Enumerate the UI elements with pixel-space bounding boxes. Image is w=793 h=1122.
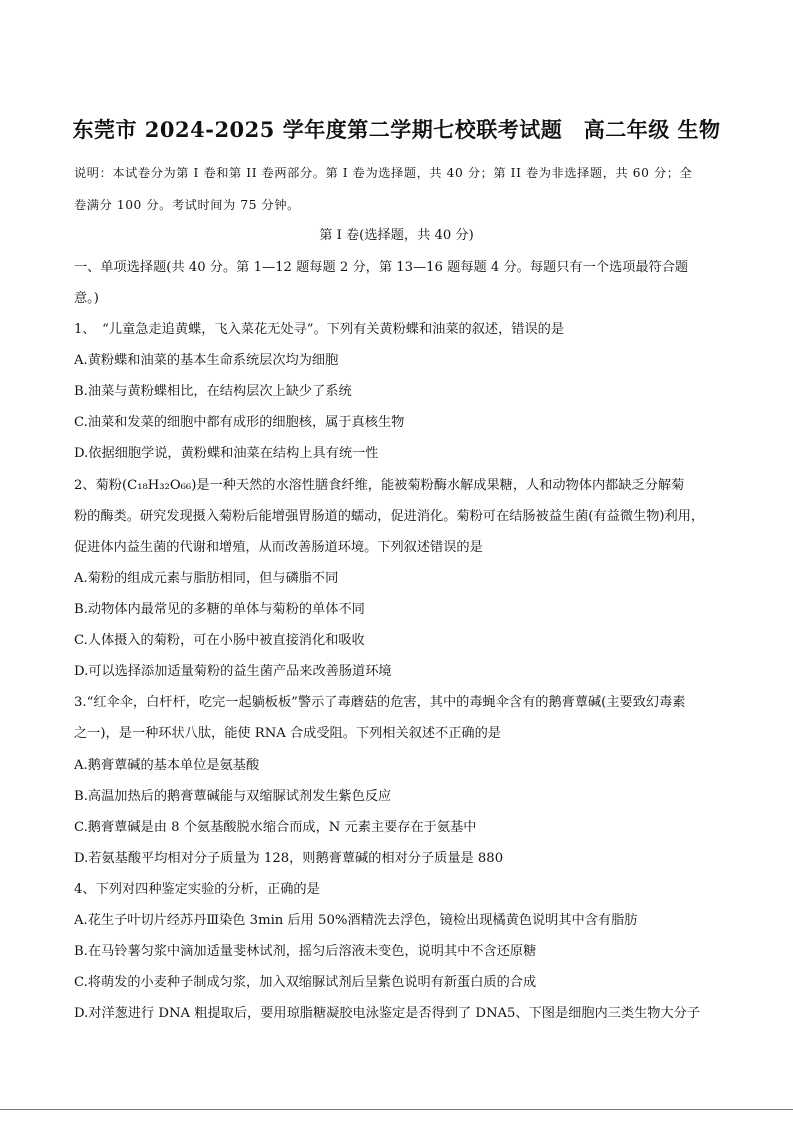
option-a: A.鹅膏蕈碱的基本单位是氨基酸 [74, 758, 260, 773]
page-bottom-divider [0, 1109, 793, 1110]
option-c: C.人体摄入的菊粉，可在小肠中被直接消化和吸收 [74, 633, 365, 648]
instructions-line-2: 意。) [74, 291, 99, 306]
question-stem-line: 4、下列对四种鉴定实验的分析，正确的是 [74, 882, 320, 897]
option-d: D.若氨基酸平均相对分子质量为 128，则鹅膏蕈碱的相对分子质量是 880 [74, 851, 504, 866]
question-stem-line: 3.“红伞伞，白杆杆，吃完一起躺板板”警示了毒蘑菇的危害，其中的毒蝇伞含有的鹅膏蕈碱(主要致幻毒素 [74, 695, 686, 710]
exam-note-line-2: 卷满分 100 分。考试时间为 75 分钟。 [74, 198, 300, 212]
option-b: B.油菜与黄粉蝶相比，在结构层次上缺少了系统 [74, 384, 352, 399]
option-b: B.高温加热后的鹅膏蕈碱能与双缩脲试剂发生紫色反应 [74, 789, 392, 804]
exam-title: 东莞市 2024-2025 学年度第二学期七校联考试题 高二年级 生物 [72, 117, 721, 142]
option-a: A.黄粉蝶和油菜的基本生命系统层次均为细胞 [74, 353, 339, 368]
option-b: B.动物体内最常见的多糖的单体与菊粉的单体不同 [74, 602, 365, 617]
option-a: A.菊粉的组成元素与脂肪相同，但与磷脂不同 [74, 571, 339, 586]
option-a: A.花生子叶切片经苏丹Ⅲ染色 3min 后用 50%酒精洗去浮色，镜检出现橘黄色说明其中含有脂肪 [74, 913, 638, 928]
option-c: C.油菜和发菜的细胞中都有成形的细胞核，属于真核生物 [74, 415, 405, 430]
question-stem-line: 之一)，是一种环状八肽，能使 RNA 合成受阻。下列相关叙述不正确的是 [74, 726, 501, 741]
option-b: B.在马铃薯匀浆中滴加适量斐林试剂，摇匀后溶液未变色，说明其中不含还原糖 [74, 944, 537, 959]
option-c: C.将萌发的小麦种子制成匀浆，加入双缩脲试剂后呈紫色说明有新蛋白质的合成 [74, 975, 537, 990]
section-title: 第 I 卷(选择题，共 40 分) [319, 228, 474, 243]
instructions-line-1: 一、单项选择题(共 40 分。第 1—12 题每题 2 分，第 13—16 题每题 4 分。每题只有一个选项最符合题 [74, 260, 689, 275]
option-c: C.鹅膏蕈碱是由 8 个氨基酸脱水缩合而成，N 元素主要存在于氨基中 [74, 820, 477, 835]
option-d: D.对洋葱进行 DNA 粗提取后，要用琼脂糖凝胶电泳鉴定是否得到了 DNA5、下图是细胞内三类生物大分子 [74, 1006, 701, 1021]
exam-note-line-1: 说明：本试卷分为第 I 卷和第 II 卷两部分。第 I 卷为选择题，共 40 分；第 II 卷为非选择题，共 60 分；全 [74, 166, 693, 180]
question-stem-line: 粉的酶类。研究发现摄入菊粉后能增强胃肠道的蠕动，促进消化。菊粉可在结肠被益生菌(有益微生物)利用， [74, 509, 705, 524]
question-stem-line: 促进体内益生菌的代谢和增殖，从而改善肠道环境。下列叙述错误的是 [74, 540, 483, 555]
question-stem-line: 1、 “儿童急走追黄蝶，飞入菜花无处寻”。下列有关黄粉蝶和油菜的叙述，错误的是 [74, 322, 565, 337]
option-d: D.可以选择添加适量菊粉的益生菌产品来改善肠道环境 [74, 664, 392, 679]
option-d: D.依据细胞学说，黄粉蝶和油菜在结构上具有统一性 [74, 446, 379, 461]
question-stem-line: 2、菊粉(C₁₈H₃₂O₆₆)是一种天然的水溶性膳食纤维，能被菊粉酶水解成果糖，人和动物体内都缺乏分解菊 [74, 478, 685, 493]
